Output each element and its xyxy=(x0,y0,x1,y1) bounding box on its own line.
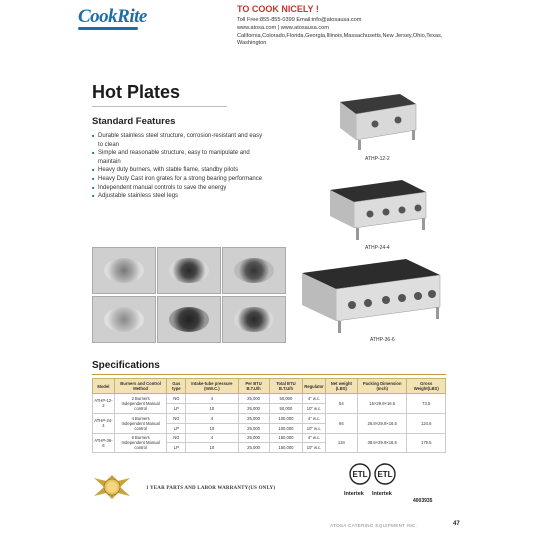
cell-model: ATHP-24-4 xyxy=(93,413,115,433)
cell-gas: NG xyxy=(167,394,186,404)
cell-per-btu: 25,000 xyxy=(238,443,269,453)
cell-pressure: 10 xyxy=(186,423,238,433)
specifications-divider xyxy=(92,374,446,375)
cell-per-btu: 25,000 xyxy=(238,423,269,433)
logo-swoosh xyxy=(78,27,138,30)
cell-packing: 26.8×29.9×16.5 xyxy=(357,413,407,433)
cell-per-btu: 25,000 xyxy=(238,413,269,423)
cell-net-weight: 134 xyxy=(325,433,357,453)
detail-photo-burner xyxy=(157,247,221,294)
cell-gas: NG xyxy=(167,413,186,423)
cell-gas: LP xyxy=(167,403,186,413)
table-row xyxy=(93,394,446,404)
cell-burners xyxy=(114,433,167,453)
column-header: Regulator xyxy=(303,379,326,394)
cell-gas: NG xyxy=(167,433,186,443)
cell-net-weight: 94 xyxy=(325,413,357,433)
detail-photo-grate xyxy=(222,247,286,294)
feature-item: ■ Durable stainless steel structure, corrosion-resistant and easy to clean xyxy=(92,132,267,149)
column-header: Gross Weight(LBS) xyxy=(407,379,446,394)
specifications-table xyxy=(92,378,446,453)
product-model-label: ATHP-36-6 xyxy=(370,337,395,343)
cell-total-btu: 100,000 xyxy=(269,423,303,433)
detail-photo-burner-top xyxy=(222,296,286,343)
feature-item: ■ Independent manual controls to save the energy xyxy=(92,184,267,193)
cell-gross-weight: 124.6 xyxy=(407,413,446,433)
title-divider xyxy=(92,106,227,107)
page-number: 47 xyxy=(453,521,460,527)
catalog-page xyxy=(60,0,478,533)
intertek-label: Intertek xyxy=(372,491,392,497)
cell-packing: 38.6×29.9×16.5 xyxy=(357,433,407,453)
svg-text:ETL: ETL xyxy=(352,470,368,479)
cell-model: ATHP-36-6 xyxy=(93,433,115,453)
certification-number: 4003935 xyxy=(413,498,433,504)
column-header: Burners and Control Method xyxy=(114,379,167,394)
cell-pressure: 4 xyxy=(186,433,238,443)
brand-logo: CookRite xyxy=(78,6,147,27)
cell-packing: 15×29.9×16.5 xyxy=(357,394,407,414)
column-header: Total BTU B.T.U/h xyxy=(269,379,303,394)
intertek-label: Intertek xyxy=(344,491,364,497)
cell-regulator: 4" w.c. xyxy=(303,413,326,423)
column-header: Model xyxy=(93,379,115,394)
cell-gross-weight: 179.5 xyxy=(407,433,446,453)
cell-gas: LP xyxy=(167,443,186,453)
contact-info xyxy=(237,17,472,48)
column-header: Gas type xyxy=(167,379,186,394)
control-method: Independent Manual control xyxy=(121,420,160,431)
column-header: Net weight (LBS) xyxy=(325,379,357,394)
warranty-badge-icon xyxy=(92,474,132,500)
control-method: Independent Manual control xyxy=(121,440,160,451)
cell-net-weight: 54 xyxy=(325,394,357,414)
contact-line: www.atosa.com | www.atosausa.com xyxy=(237,24,329,31)
footer-company: ATOSA CATERING EQUIPMENT INC. xyxy=(330,523,418,528)
detail-photo-valve xyxy=(92,296,156,343)
cell-pressure: 4 xyxy=(186,394,238,404)
column-header: Packing Dimension (Inch) xyxy=(357,379,407,394)
table-row xyxy=(93,413,446,423)
product-model-label: ATHP-24-4 xyxy=(365,245,390,251)
cell-per-btu: 25,000 xyxy=(238,403,269,413)
detail-photo-grates xyxy=(157,296,221,343)
cell-burners xyxy=(114,413,167,433)
column-header: Intake-tube pressure (InW.C.) xyxy=(186,379,238,394)
features-list xyxy=(92,132,267,201)
burner-count: 4 Burners xyxy=(131,415,150,421)
burner-count: 2 Burners xyxy=(131,395,150,401)
tagline: TO COOK NICELY ! xyxy=(237,4,319,14)
product-model-label: ATHP-12-2 xyxy=(365,156,390,162)
cell-pressure: 10 xyxy=(186,443,238,453)
product-image-2-burner xyxy=(330,90,420,155)
cell-gross-weight: 73.5 xyxy=(407,394,446,414)
feature-item: ■ Heavy duty burners, with stable flame, standby pilots xyxy=(92,166,267,175)
cell-regulator: 10" w.c. xyxy=(303,403,326,413)
feature-item: ■ Simple and reasonable structure, easy to manipulate and maintain xyxy=(92,149,267,166)
column-header: Per BTU B.T.U/h xyxy=(238,379,269,394)
cell-total-btu: 150,000 xyxy=(269,433,303,443)
etl-certification-icon xyxy=(348,462,398,492)
feature-item: ■ Adjustable stainless steel legs xyxy=(92,192,267,201)
table-row xyxy=(93,433,446,443)
cell-per-btu: 25,000 xyxy=(238,433,269,443)
cell-total-btu: 100,000 xyxy=(269,413,303,423)
cell-gas: LP xyxy=(167,423,186,433)
cell-per-btu: 25,000 xyxy=(238,394,269,404)
feature-item: ■ Heavy Duty Cast iron grates for a strong bearing performance xyxy=(92,175,267,184)
product-image-6-burner xyxy=(296,255,446,337)
page-title: Hot Plates xyxy=(92,82,181,102)
burner-count: 6 Burners xyxy=(131,435,150,441)
contact-line: Toll Free:855-855-0399 Email:info@atosausa.com xyxy=(237,17,362,23)
table-header-row xyxy=(93,379,446,394)
detail-photo-knob xyxy=(92,247,156,294)
svg-text:ETL: ETL xyxy=(377,470,393,479)
contact-line: Washington xyxy=(237,40,267,47)
cell-pressure: 4 xyxy=(186,413,238,423)
cell-total-btu: 50,000 xyxy=(269,394,303,404)
cell-regulator: 4" w.c. xyxy=(303,433,326,443)
cell-regulator: 4" w.c. xyxy=(303,394,326,404)
cell-total-btu: 150,000 xyxy=(269,443,303,453)
features-heading: Standard Features xyxy=(92,116,176,127)
warranty-text: 1 YEAR PARTS AND LABOR WARRANTY(US ONLY) xyxy=(146,486,276,491)
cell-pressure: 10 xyxy=(186,403,238,413)
product-image-4-burner xyxy=(322,176,432,246)
cell-total-btu: 50,000 xyxy=(269,403,303,413)
cell-regulator: 10" w.c. xyxy=(303,423,326,433)
cell-burners xyxy=(114,394,167,414)
cell-regulator: 10" w.c. xyxy=(303,443,326,453)
cell-model: ATHP-12-2 xyxy=(93,394,115,414)
specifications-heading: Specifications xyxy=(92,360,160,371)
control-method: Independent Manual control xyxy=(121,400,160,411)
contact-line: California,Colorado,Florida,Georgia,Illinois,Massachusetts,New Jersey,Ohio,Texas, xyxy=(237,32,443,39)
